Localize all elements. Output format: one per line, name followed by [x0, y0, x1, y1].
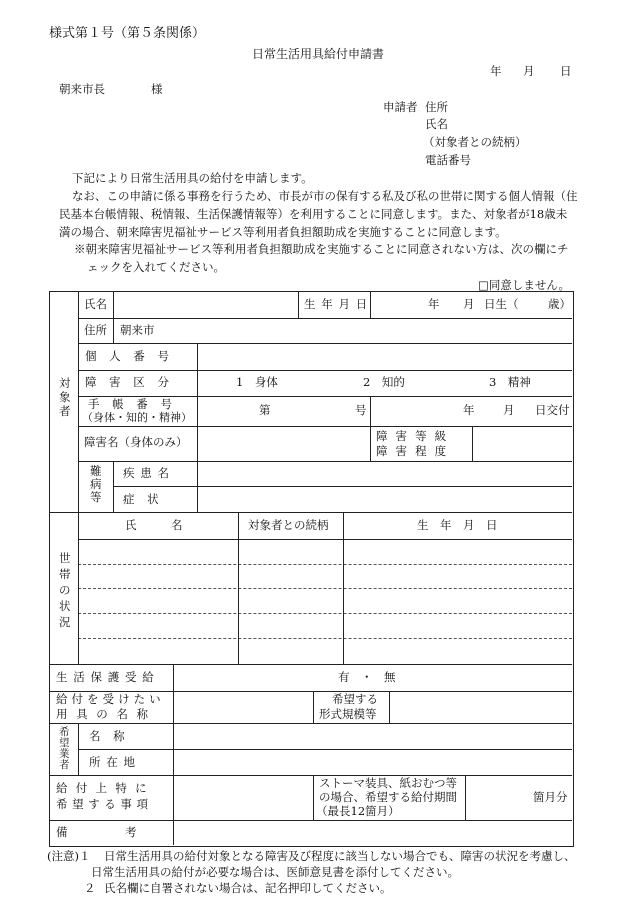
remarks-field[interactable] — [174, 821, 571, 845]
stoma-note-line-2: の場合、希望する給付期間 — [319, 790, 457, 804]
remarks-label: 備 考 — [56, 825, 137, 839]
vendor-name-label: 名称 — [89, 729, 138, 743]
household-col-birth: 生 年 月 日 — [417, 518, 498, 532]
desired-spec-field[interactable] — [390, 692, 571, 722]
vendor-location-field[interactable] — [174, 750, 571, 774]
special-request-label: 給付上特に — [56, 781, 155, 795]
equipment-name-label-2: 用具の名称 — [56, 707, 157, 721]
handbook-number-label: 手帳番号 — [88, 397, 185, 411]
birth-year-label: 年 — [428, 297, 440, 311]
desired-spec-label: 希望する — [332, 692, 378, 706]
desired-spec-label-2: 形式規模等 — [319, 707, 377, 721]
applicant-relation-label: （対象者との続柄） — [423, 135, 527, 149]
issue-month-label: 月 — [503, 403, 515, 417]
vendor-section-label: 希 望 業 者 — [59, 726, 70, 771]
equipment-name-label: 給付を受けたい — [56, 692, 165, 706]
household-col-name: 氏 名 — [125, 518, 183, 532]
welfare-yes-no[interactable]: 有 ・ 無 — [338, 670, 396, 684]
disease-name-label: 疾患名 — [123, 466, 175, 480]
note-heading: (注意)１ — [47, 849, 91, 863]
note-1-line-1: 日常生活用具の給付対象となる障害及び程度に該当しない場合でも、障害の状況を考慮し、 — [104, 849, 576, 863]
addressee-honorific: 様 — [151, 82, 163, 96]
age-label: 歳） — [548, 297, 571, 311]
subject-section-label: 対 象 者 — [59, 376, 71, 418]
symptom-label: 症状 — [123, 492, 172, 506]
equipment-name-field[interactable] — [174, 692, 312, 722]
vendor-location-label: 所在地 — [89, 755, 141, 769]
applicant-name-label: 氏名 — [425, 117, 448, 131]
household-col-relation: 対象者との続柄 — [248, 518, 329, 532]
applicant-label: 申請者 — [383, 100, 418, 114]
welfare-label: 生活保護受給 — [56, 670, 160, 684]
issue-year-label: 年 — [463, 403, 475, 417]
consent-line-2: 民基本台帳情報、税情報、生活保護情報等）を利用することに同意します。また、対象者が18歳未 — [59, 207, 568, 221]
id-number-field[interactable] — [198, 344, 571, 369]
subject-address-label: 住所 — [84, 323, 107, 337]
disability-option-intellectual[interactable]: 2 知的 — [363, 375, 405, 389]
date-day-label: 日 — [560, 64, 572, 78]
vendor-name-field[interactable] — [174, 724, 571, 748]
disability-grade-label: 障害等級 — [376, 429, 455, 443]
birth-day-label: 日生（ — [484, 297, 519, 311]
note-2-number: ２ — [84, 881, 96, 895]
issue-day-label: 日交付 — [535, 403, 570, 417]
optout-note-line-2: ェックを入れてください。 — [87, 260, 225, 274]
disability-option-mental[interactable]: 3 精神 — [489, 375, 531, 389]
request-statement: 下記により日常生活用具の給付を申請します。 — [72, 171, 313, 185]
disability-option-physical[interactable]: 1 身体 — [236, 375, 278, 389]
page-title: 日常生活用具給付申請書 — [252, 47, 385, 61]
months-label: 箇月分 — [533, 790, 568, 804]
addressee: 朝来市長 — [59, 82, 105, 96]
disability-category-label: 障害区分 — [85, 375, 182, 389]
handbook-type-label: （身体・知的・精神） — [82, 411, 192, 424]
applicant-phone-label: 電話番号 — [425, 153, 471, 167]
note-1-line-2: 日常生活用具の給付が必要な場合は、医師意見書を添付してください。 — [91, 865, 459, 879]
birth-month-label: 月 — [463, 297, 475, 311]
optout-note-line-1: ※朝来障害児福祉サービス等利用者負担額助成を実施することに同意されない方は、次の欄にチ — [74, 242, 569, 256]
special-request-label-2: 希望する事項 — [56, 797, 153, 811]
stoma-note-line-3: （最長12箇月） — [316, 804, 400, 818]
subject-name-field[interactable] — [114, 292, 297, 317]
consent-line-3: 満の場合、朝来障害児福祉サービス等利用者負担額助成を実施することに同意します。 — [59, 225, 507, 239]
handbook-no-suffix: 号 — [355, 403, 367, 417]
subject-birth-label: 生年月日 — [304, 297, 373, 311]
note-2-text: 氏名欄に自署されない場合は、記名押印してください。 — [104, 881, 392, 895]
date-month-label: 月 — [523, 64, 535, 78]
disability-name-label: 障害名（身体のみ） — [84, 435, 188, 449]
consent-line-1: なお、この申請に係る事務を行うため、市長が市の保有する私及び私の世帯に関する個人情報（住 — [72, 189, 578, 203]
form-number: 様式第１号（第５条関係） — [49, 26, 206, 41]
stoma-note-line-1: ストーマ装具、紙おむつ等 — [319, 776, 457, 790]
disagree-checkbox[interactable]: □同意しません。 — [478, 278, 571, 292]
handbook-no-prefix: 第 — [259, 403, 271, 417]
id-number-label: 個人番号 — [85, 349, 182, 363]
subject-address-value[interactable]: 朝来市 — [120, 323, 155, 337]
date-year-label: 年 — [490, 64, 502, 78]
disability-degree-label: 障害程度 — [376, 444, 455, 458]
intractable-disease-label: 難 病 等 — [90, 464, 102, 504]
household-section-label: 世 帯 の 状 況 — [59, 551, 71, 629]
special-request-field[interactable] — [174, 776, 312, 819]
subject-name-label: 氏名 — [84, 297, 107, 311]
applicant-address-label: 住所 — [425, 100, 448, 114]
